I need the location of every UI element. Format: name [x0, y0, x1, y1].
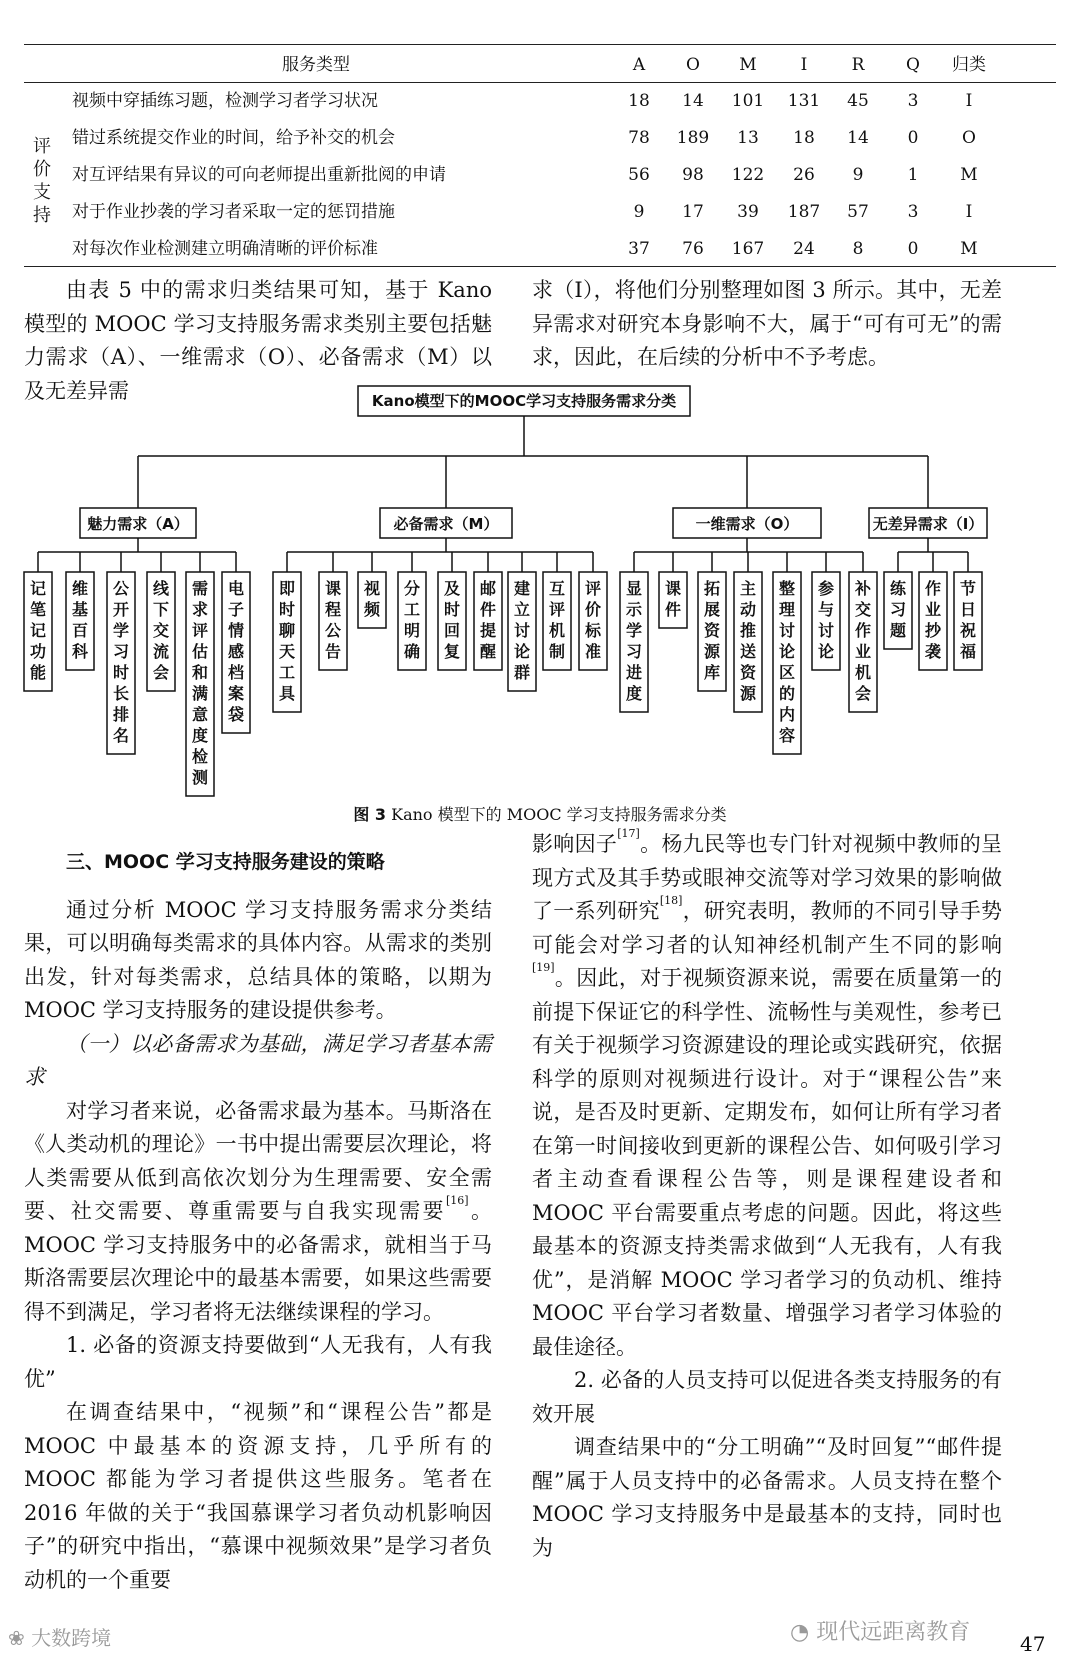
ref-17: [17] [617, 827, 640, 840]
item-label-char: 排 [112, 705, 130, 724]
item-label-char: 资 [739, 663, 757, 682]
kano-classification-diagram [0, 380, 1080, 800]
table-cell: 14 [847, 128, 869, 148]
item-label-char: 业 [924, 600, 942, 619]
item-label [890, 579, 907, 640]
item-label-char: 袭 [924, 642, 942, 661]
item-label-char: 论 [817, 642, 835, 661]
item-label-char: 工 [278, 663, 296, 682]
item-label-char: 意 [191, 705, 209, 724]
item-label-char: 流 [152, 642, 170, 661]
item-label-char: 展 [703, 600, 721, 619]
table-cell: 78 [628, 128, 650, 148]
right-column [532, 828, 1002, 1565]
item-label-char: 件 [664, 600, 682, 619]
item-label-char: 动 [739, 600, 757, 619]
item-label-char: 醒 [479, 642, 497, 661]
table-cell: 17 [682, 202, 704, 222]
item-label-char: 价 [584, 600, 602, 619]
item-label-char: 情 [227, 621, 245, 640]
item-label-char: 感 [227, 642, 245, 661]
table-cell: 101 [731, 91, 765, 111]
item-label-char: 邮 [479, 579, 497, 598]
item-label-char: 讨 [817, 621, 835, 640]
table-header-service-type: 服务类型 [282, 55, 350, 75]
ref-18: [18] [659, 894, 683, 907]
item-label [227, 579, 244, 724]
item-label-char: 记 [29, 579, 47, 598]
item-label-char: 机 [548, 621, 566, 640]
item-label-char: 准 [584, 642, 602, 661]
item-label-char: 分 [403, 579, 421, 598]
item-label-char: 讨 [513, 621, 531, 640]
ref-16: [16] [445, 1194, 469, 1207]
table-group-label [30, 135, 54, 227]
item-label-char: 福 [959, 642, 977, 661]
item-label-char: 名 [112, 726, 130, 745]
table-row-item: 视频中穿插练习题，检测学习者学习状况 [72, 91, 378, 111]
item-label-char: 视 [363, 579, 381, 598]
item-label-char: 抄 [924, 621, 942, 640]
item-label-char: 聊 [278, 621, 296, 640]
table-cell: M [960, 165, 978, 185]
item-label-char: 测 [191, 768, 209, 787]
item-label-char: 会 [152, 663, 170, 682]
intro-right-text: 求（I），将他们分别整理如图 3 所示。其中，无差异需求对研究本身影响不大，属于“可有可无”的需求，因此，在后续的分析中不予考虑。 [532, 278, 1002, 369]
item-label-char: 区 [778, 663, 796, 682]
table-header-col: A [632, 55, 646, 75]
item-label-char: 时 [278, 600, 296, 619]
item-label-char: 示 [625, 600, 643, 619]
item-label-char: 课 [324, 579, 342, 598]
subsection-heading: （一）以必备需求为基础，满足学习者基本需求 [24, 1031, 492, 1089]
item-label-char: 作 [854, 621, 872, 640]
item-label [514, 579, 530, 682]
table-cell: 14 [682, 91, 704, 111]
category-label: 一维需求（O） [695, 515, 799, 533]
item-label-char: 学 [625, 621, 643, 640]
sub-heading-2: 2. 必备的人员支持可以促进各类支持服务的有效开展 [532, 1368, 1002, 1426]
item-label-char: 的 [778, 684, 796, 703]
item-label [153, 579, 170, 682]
watermark-logo-icon: ❀ [8, 1626, 25, 1650]
item-label-char: 度 [625, 684, 643, 703]
item-label-char: 资 [703, 621, 721, 640]
item-label-char: 进 [625, 663, 643, 682]
item-label-char: 维 [71, 579, 89, 598]
item-label-char: 源 [739, 684, 757, 703]
item-label [703, 579, 721, 682]
item-label-char: 论 [513, 642, 531, 661]
item-label-char: 练 [889, 579, 907, 598]
item-label-char: 补 [854, 579, 872, 598]
item-label-char: 会 [854, 684, 872, 703]
table-cell: 56 [628, 165, 650, 185]
left-paragraph-3: 在调查结果中，“视频”和“课程公告”都是 MOOC 中最基本的资源支持，几乎所有的 MOOC 都能为学习者提供这些服务。笔者在 2016 年做的关于“我国慕课学习者负动机影响因子”的研究中指出，“慕课中视频效果”是学习者负动机的一个重要 [24, 1400, 492, 1592]
right-paragraph-1d: 。因此，对于视频资源来说，需要在质量第一的前提下保证它的科学性、流畅性与美观性，参考已有关于视频学习资源建设的理论或实践研究，依据科学的原则对视频进行设计。对于“课程公告”来说，是否及时更新、定期发布，如何让所有学习者在第一时间接收到更新的课程公告、如何吸引学习者主动查看课程公告等，则是课程建设者和 MOOC 平台需要重点考虑的问题。因此，将这些最基本的资源支持类需求做到“人无我有，人有我优”，是消解 MOOC 学习者学习的负动机、维持 MOOC 平台学习者数量、增强学习者学习体验的最佳途径。 [532, 966, 1002, 1359]
item-label-char: 即 [278, 579, 296, 598]
item-label-char: 满 [191, 684, 209, 703]
category-label: 魅力需求（A） [87, 515, 189, 533]
item-label-char: 及 [443, 579, 461, 598]
item-label-char: 课 [664, 579, 682, 598]
table-cell: 26 [793, 165, 815, 185]
figure-caption [0, 802, 1080, 825]
item-label-char: 主 [739, 579, 757, 598]
item-label-char: 参 [817, 579, 835, 598]
item-label-char: 整 [778, 579, 796, 598]
table-cell: 189 [676, 128, 710, 148]
table-cell: 131 [787, 91, 821, 111]
caption-text: Kano 模型下的 MOOC 学习支持服务需求分类 [391, 805, 727, 824]
item-label-char: 件 [479, 600, 497, 619]
table-row-item: 错过系统提交作业的时间，给予补交的机会 [72, 128, 395, 148]
item-label-char: 电 [227, 579, 245, 598]
intro-left-text: 由表 5 中的需求归类结果可知，基于 Kano 模型的 MOOC 学习支持服务需求类别主要包括魅力需求（A）、一维需求（O）、必备需求（M）以及无差异需 [24, 278, 492, 403]
item-label-char: 送 [739, 642, 757, 661]
table-header-col: I [800, 55, 808, 75]
item-label-char: 习 [112, 642, 130, 661]
root-label: Kano模型下的MOOC学习支持服务需求分类 [371, 392, 677, 410]
item-label-char: 公 [112, 579, 130, 598]
left-paragraph-2b: 。MOOC 学习支持服务中的必备需求，就相当于马斯洛需要层次理论中的最基本需要，如果这些需要得不到满足，学习者将无法继续课程的学习。 [24, 1199, 493, 1324]
left-paragraph-2 [24, 1095, 492, 1330]
table-cell: 45 [847, 91, 869, 111]
table-cell: 122 [731, 165, 765, 185]
table-cell: 3 [907, 202, 919, 222]
item-label-char: 开 [112, 600, 130, 619]
table-header-col: Q [906, 55, 920, 75]
item-label-char: 案 [227, 684, 245, 703]
item-label-char: 理 [778, 600, 796, 619]
right-paragraph-1a: 影响因子 [532, 832, 618, 856]
item-label-char: 互 [548, 579, 566, 598]
table-cell: 3 [907, 91, 919, 111]
watermark-right [790, 1615, 970, 1646]
table-cell: 167 [731, 239, 765, 259]
item-label-char: 天 [278, 642, 296, 661]
item-label-char: 检 [191, 747, 209, 766]
item-label-char: 习 [889, 600, 907, 619]
item-label-char: 需 [191, 579, 209, 598]
item-label-char: 时 [112, 663, 130, 682]
item-label-char: 回 [443, 621, 461, 640]
item-label-char: 确 [403, 642, 421, 661]
table-cell: 57 [847, 202, 869, 222]
item-label-char: 频 [363, 600, 381, 619]
right-paragraph-1b: 。杨九民等也专门针对视频中教师的呈现方式及其手势或眼神交流等对学习效果的影响做了一系列研究 [532, 832, 1003, 923]
table-cell: 18 [793, 128, 815, 148]
table-cell: 98 [682, 165, 704, 185]
item-label-char: 评 [191, 621, 209, 640]
item-label-char: 工 [403, 600, 421, 619]
table-cell: I [965, 202, 973, 222]
item-label-char: 袋 [227, 705, 245, 724]
item-label-char: 评 [548, 600, 566, 619]
table-cell: 39 [737, 202, 759, 222]
sub-heading-1: 1. 必备的资源支持要做到“人无我有，人有我优” [24, 1333, 492, 1391]
item-label-char: 度 [191, 726, 209, 745]
item-label-char: 题 [889, 621, 907, 640]
item-label-char: 立 [513, 600, 531, 619]
item-label-char: 长 [112, 684, 130, 703]
table-cell: 0 [907, 128, 919, 148]
group-label-char: 持 [33, 205, 51, 226]
item-label-char: 业 [854, 642, 872, 661]
table-cell: 9 [852, 165, 864, 185]
item-label-char: 源 [703, 642, 721, 661]
item-label-char: 科 [71, 642, 89, 661]
item-label-char: 时 [443, 600, 461, 619]
item-label-char: 作 [924, 579, 942, 598]
left-column [24, 846, 492, 1597]
table-header-rule [24, 82, 1056, 83]
item-label-char: 复 [443, 642, 461, 661]
table-cell: 18 [628, 91, 650, 111]
item-label-char: 祝 [959, 621, 977, 640]
right-paragraph-2: 调查结果中的“分工明确”“及时回复”“邮件提醒”属于人员支持中的必备需求。人员支持在整个 MOOC 学习支持服务中是最基本的支持，同时也为 [532, 1435, 1002, 1560]
watermark-left-text: 大数跨境 [31, 1626, 112, 1650]
item-label-char: 论 [778, 642, 796, 661]
item-label-char: 百 [71, 621, 89, 640]
table-cell: O [962, 128, 976, 148]
watermark-right-text: 现代远距离教育 [816, 1620, 971, 1645]
table-cell: 8 [852, 239, 864, 259]
caption-number: 图 3 [353, 805, 387, 824]
table-cell: I [965, 91, 973, 111]
item-label-char: 节 [959, 579, 977, 598]
item-label-char: 制 [548, 642, 566, 661]
table-header-col: O [686, 55, 700, 75]
item-label-char: 基 [71, 600, 89, 619]
table-row-item: 对于作业抄袭的学习者采取一定的惩罚措施 [72, 202, 395, 222]
item-label-char: 公 [324, 621, 342, 640]
item-label-char: 显 [625, 579, 643, 598]
item-label-char: 容 [778, 726, 796, 745]
table-cell: 37 [628, 239, 650, 259]
table-cell: M [960, 239, 978, 259]
item-label-char: 评 [584, 579, 602, 598]
item-label-char: 内 [778, 705, 796, 724]
item-label-char: 与 [817, 600, 835, 619]
item-label-char: 交 [854, 600, 872, 619]
left-paragraph-2a: 对学习者来说，必备需求最为基本。马斯洛在《人类动机的理论》一书中提出需要层次理论，将人类需要从低到高依次划分为生理需要、安全需要、社交需要、尊重需要与自我实现需要 [24, 1098, 492, 1223]
item-label-char: 记 [29, 621, 47, 640]
table-row-item: 对每次作业检测建立明确清晰的评价标准 [72, 239, 378, 259]
item-label-char: 能 [29, 663, 47, 682]
item-label-char: 下 [152, 600, 170, 619]
item-label-char: 告 [324, 642, 342, 661]
table-cell: 13 [737, 128, 759, 148]
item-label-char: 求 [191, 600, 209, 619]
item-label-char: 机 [854, 663, 872, 682]
item-label-char: 明 [403, 621, 421, 640]
item-label-char: 和 [191, 663, 209, 682]
item-label-char: 推 [739, 621, 757, 640]
table-cell: 0 [907, 239, 919, 259]
intro-right-paragraph [532, 274, 1002, 375]
table-bottom-rule [24, 266, 1056, 267]
item-label [30, 579, 46, 682]
item-label-char: 群 [513, 663, 531, 682]
item-label-char: 估 [191, 642, 209, 661]
category-label: 无差异需求（I） [872, 515, 984, 533]
right-paragraph-1c: ，研究表明，教师的不同引导手势可能会对学习者的认知神经机制产生不同的影响 [532, 899, 1003, 957]
group-label-char: 价 [33, 159, 51, 180]
item-label-char: 档 [227, 663, 245, 682]
item-label-char: 库 [703, 663, 721, 682]
item-label-char: 建 [513, 579, 531, 598]
item-label-char: 程 [324, 600, 342, 619]
table-cell: 187 [787, 202, 821, 222]
item-label-char: 提 [479, 621, 497, 640]
table-row-item: 对互评结果有异议的可向老师提出重新批阅的申请 [72, 165, 446, 185]
watermark-left [8, 1622, 111, 1651]
right-paragraph-1 [532, 828, 1002, 1364]
group-label-char: 评 [33, 136, 51, 157]
section-heading: 三、MOOC 学习支持服务建设的策略 [66, 851, 385, 873]
item-label-char: 线 [152, 579, 170, 598]
item-label-char: 笔 [29, 600, 47, 619]
item-label-char: 日 [959, 600, 977, 619]
left-paragraph-1: 通过分析 MOOC 学习支持服务需求分类结果，可以明确每类需求的具体内容。从需求的类别出发，针对每类需求，总结具体的策略，以期为 MOOC 学习支持服务的建设提供参考。 [24, 897, 492, 1022]
category-label: 必备需求（M） [393, 515, 499, 533]
item-label-char: 交 [152, 621, 170, 640]
item-label-char: 子 [227, 600, 245, 619]
table-header-col: M [739, 55, 757, 75]
group-label-char: 支 [33, 182, 51, 203]
page-number: 47 [1020, 1632, 1046, 1656]
item-label-char: 讨 [778, 621, 796, 640]
item-label-char: 学 [112, 621, 130, 640]
table-header-col: R [851, 55, 865, 75]
item-label-char: 功 [29, 642, 47, 661]
table-top-rule [24, 44, 1056, 45]
item-label-char: 标 [584, 621, 602, 640]
table-cell: 24 [793, 239, 815, 259]
ref-19: [19] [532, 961, 555, 974]
item-label-char: 习 [625, 642, 643, 661]
table-cell: 1 [907, 165, 919, 185]
wechat-icon: ◔ [790, 1620, 810, 1645]
table-cell: 76 [682, 239, 704, 259]
table-header-col: 归类 [952, 55, 986, 75]
item-label-char: 具 [278, 684, 296, 703]
table-cell: 9 [633, 202, 645, 222]
item-label-char: 拓 [703, 579, 721, 598]
